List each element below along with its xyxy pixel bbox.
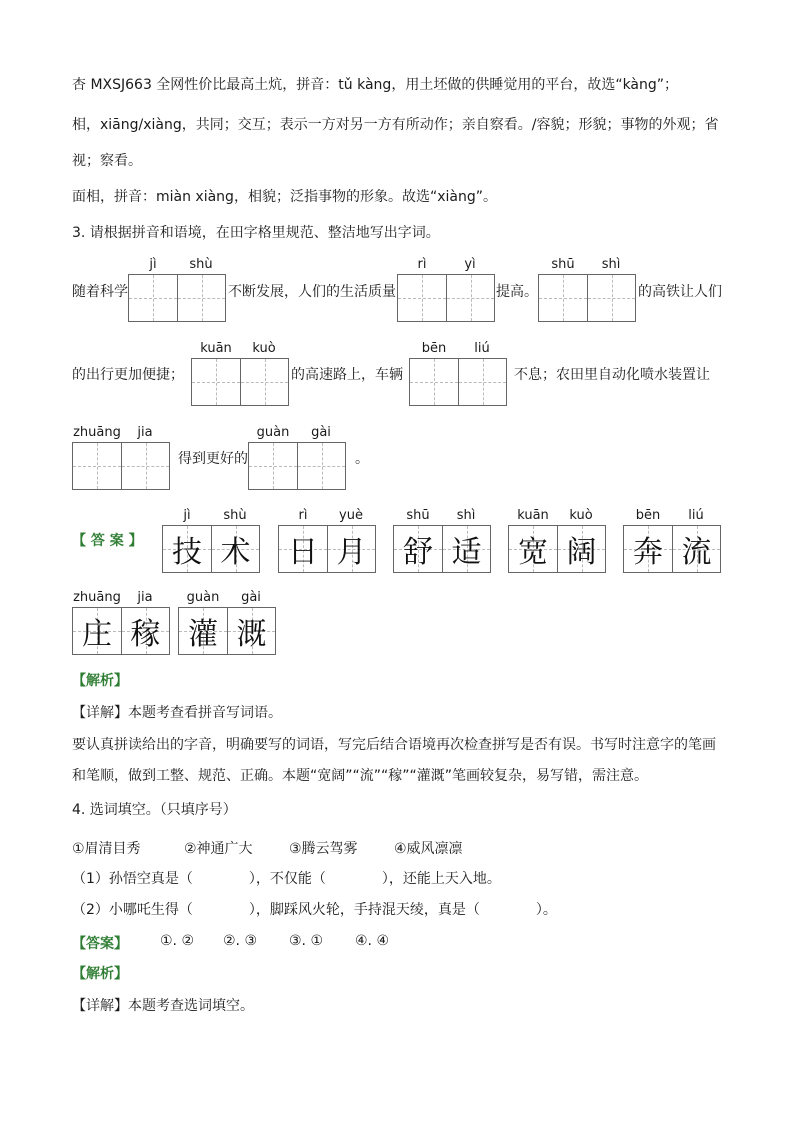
- pinyin: zhuāng: [73, 590, 121, 605]
- analysis-label: 【解析】: [72, 966, 128, 982]
- pinyin: yì: [464, 257, 476, 272]
- question-4-title: 4. 选词填空。（只填序号）: [72, 802, 237, 818]
- pinyin: liú: [474, 341, 490, 356]
- answer-box: [178, 607, 276, 655]
- answer-char: 奔: [633, 535, 663, 570]
- tianzige-box[interactable]: [191, 358, 289, 406]
- pinyin: guàn: [186, 590, 220, 605]
- answer-item: ③. ①: [289, 933, 324, 949]
- pinyin: shì: [456, 508, 476, 523]
- answer-char: 灌: [188, 617, 218, 652]
- answer-char: 舒: [403, 535, 433, 570]
- pinyin: jì: [149, 257, 157, 272]
- answer-item: ④. ④: [355, 933, 390, 949]
- answer-box: [508, 525, 606, 573]
- answer-char: 月: [336, 535, 367, 570]
- pinyin: shì: [601, 257, 621, 272]
- answer-char: 稼: [130, 617, 161, 652]
- option: ①眉清目秀: [72, 841, 141, 857]
- tianzige-box[interactable]: [248, 442, 346, 490]
- answer-item: ①. ②: [160, 933, 195, 949]
- pinyin: jia: [137, 425, 153, 440]
- detail-line: 要认真拼读给出的字音，明确要写的词语，写完后结合语境再次检查拼写是否有误。书写时注意字的笔画: [72, 737, 716, 753]
- pinyin: kuò: [252, 341, 276, 356]
- answer-label: 【答案】: [72, 936, 128, 952]
- answer-char: 日: [288, 535, 318, 570]
- pinyin: shù: [189, 257, 213, 272]
- answer-char: 溉: [236, 617, 267, 652]
- answer-char: 宽: [518, 535, 548, 570]
- sentence-text: 提高。: [496, 284, 538, 300]
- answer-label: 【 答 案 】: [72, 533, 143, 549]
- answer-char: 适: [451, 535, 482, 570]
- pinyin: zhuāng: [73, 425, 121, 440]
- answer-box: [162, 525, 260, 573]
- detail-line: 【详解】本题考查选词填空。: [72, 998, 254, 1014]
- answer-char: 技: [172, 535, 202, 570]
- answer-item: ②. ③: [223, 933, 258, 949]
- pinyin: kuò: [569, 508, 593, 523]
- pinyin: kuān: [517, 508, 549, 523]
- pinyin: jì: [183, 508, 191, 523]
- pinyin: gài: [241, 590, 261, 605]
- text-line: 面相，拼音：miàn xiàng，相貌；泛指事物的形象。故选“xiàng”。: [72, 189, 497, 205]
- pinyin: liú: [688, 508, 704, 523]
- pinyin: shū: [551, 257, 575, 272]
- sentence-text: 的出行更加便捷；: [72, 367, 184, 383]
- answer-box: [72, 607, 170, 655]
- pinyin: shū: [406, 508, 430, 523]
- tianzige-box[interactable]: [72, 442, 170, 490]
- pinyin: bēn: [635, 508, 661, 523]
- sentence-text: 。: [355, 451, 369, 467]
- answer-char: 流: [681, 535, 712, 570]
- sentence-text: 的高铁让人们: [638, 284, 722, 300]
- sentence-text: 得到更好的: [178, 451, 248, 467]
- detail-line: 和笔顺，做到工整、规范、正确。本题“宽阔”“流”“稼”“灌溉”笔画较复杂，易写错，需注意。: [72, 768, 649, 784]
- pinyin: rì: [417, 257, 427, 272]
- answer-box: [278, 525, 376, 573]
- tianzige-box[interactable]: [409, 358, 507, 406]
- text-line: 相，xiāng/xiàng，共同；交互；表示一方对另一方有所动作；亲自察看。/容貌；形貌；事物的外观；省: [72, 117, 719, 133]
- sentence-text: 随着科学: [72, 284, 128, 300]
- sentence-text: 的高速路上，车辆: [291, 367, 403, 383]
- sentence-2: （2）小哪吒生得（ ），脚踩风火轮，手持混天绫，真是（ ）。: [72, 902, 557, 918]
- pinyin: guàn: [256, 425, 290, 440]
- option: ③腾云驾雾: [289, 841, 358, 857]
- pinyin: bēn: [421, 341, 447, 356]
- detail-line: 【详解】本题考查看拼音写词语。: [72, 705, 282, 721]
- tianzige-box[interactable]: [128, 274, 226, 322]
- pinyin: gài: [311, 425, 331, 440]
- answer-char: 阔: [566, 535, 597, 570]
- pinyin: kuān: [200, 341, 232, 356]
- text-line: 视；察看。: [72, 153, 142, 169]
- sentence-1: （1）孙悟空真是（ ），不仅能（ ），还能上天入地。: [72, 871, 501, 887]
- answer-char: 庄: [82, 617, 112, 652]
- pinyin: yuè: [339, 508, 363, 523]
- pinyin: jia: [137, 590, 153, 605]
- tianzige-box[interactable]: [538, 274, 636, 322]
- pinyin: rì: [298, 508, 308, 523]
- tianzige-box[interactable]: [397, 274, 495, 322]
- analysis-label: 【解析】: [72, 673, 128, 689]
- text-line: 杏 MXSJ663 全网性价比最高土炕，拼音：tǔ kàng，用土坯做的供睡觉用的平台，故选“kàng”；: [72, 77, 679, 93]
- option: ④威风凛凛: [394, 841, 463, 857]
- answer-box: [623, 525, 721, 573]
- sentence-text: 不断发展，人们的生活质量: [228, 284, 396, 300]
- sentence-text: 不息；农田里自动化喷水装置让: [514, 367, 710, 383]
- answer-box: [393, 525, 491, 573]
- option: ②神通广大: [184, 841, 253, 857]
- answer-char: 术: [220, 535, 251, 570]
- pinyin: shù: [223, 508, 247, 523]
- question-3-title: 3. 请根据拼音和语境，在田字格里规范、整洁地写出字词。: [72, 225, 440, 241]
